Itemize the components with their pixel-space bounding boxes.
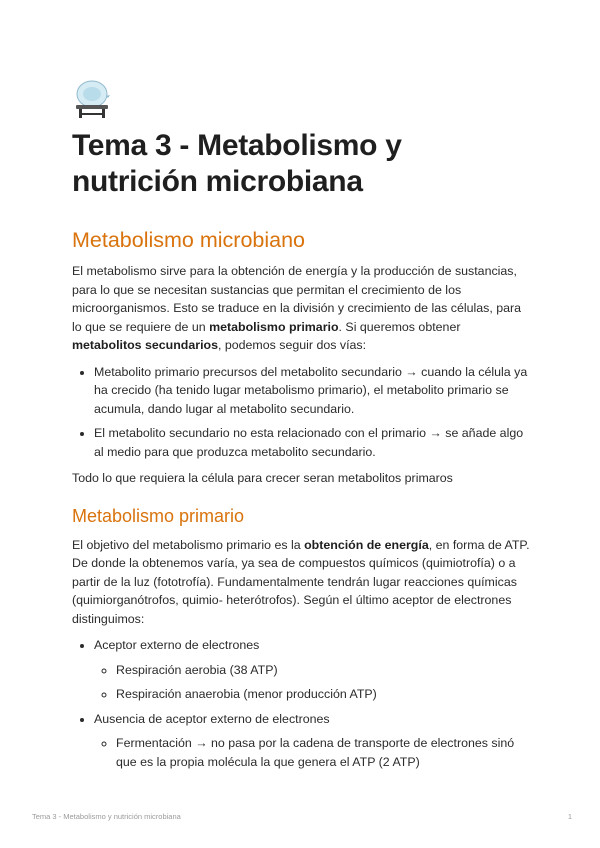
text-run: . Si queremos obtener	[338, 319, 461, 334]
section2-bullet-list	[72, 636, 532, 771]
sub-list-item: ◦ Respiración anaerobia (menor producción ATP)	[116, 685, 532, 704]
page-title: Tema 3 - Metabolismo y nutrición microbiana	[72, 129, 402, 198]
section-heading-metabolismo-primario: Metabolismo primario	[72, 505, 245, 526]
page-number: 1	[567, 812, 572, 821]
list-item: • Metabolito primario precursos del metabolito secundario → cuando la célula ya ha crecido (ha tenido lugar metabolismo primario), el metabolito primario se acumula, dando lugar al metabolito secundario.	[94, 363, 532, 419]
bold-term: metabolismo primario	[209, 319, 339, 334]
section1-bullet-list	[72, 363, 532, 462]
list-item-label: Ausencia de aceptor externo de electrones	[94, 711, 330, 726]
sub-list-item: ◦ Respiración aerobia (38 ATP)	[116, 661, 532, 680]
sub-list	[94, 661, 532, 704]
section-heading-metabolismo-microbiano: Metabolismo microbiano	[72, 228, 306, 252]
section1-closing: Todo lo que requiera la célula para crecer seran metabolitos primaros	[72, 471, 453, 485]
page-content	[72, 76, 532, 779]
text-run: , en forma de ATP. De donde la obtenemos varía, ya sea de compuestos químicos (quimiotrofía) o a partir de la luz (fototrofía). Fundamentalmente tendrán lugar reacciones químicas (quimiorganótrofos, quimio- heterótrofos). Según el último aceptor de electrones distinguimos:	[72, 537, 530, 626]
section2-intro	[72, 536, 532, 629]
list-item	[94, 636, 532, 704]
text-run: , podemos seguir dos vías:	[217, 338, 367, 352]
sub-list-item: ◦ Fermentación → no pasa por la cadena de transporte de electrones sinó que es la propia molécula la que genera el ATP (2 ATP)	[116, 734, 532, 771]
page-footer	[32, 812, 572, 821]
section1-intro	[72, 262, 532, 355]
footer-title: Tema 3 - Metabolismo y nutrición microbiana	[32, 812, 181, 821]
list-item-label: Aceptor externo de electrones	[94, 638, 260, 652]
bold-term: metabolitos secundarios	[72, 338, 218, 352]
bold-term: obtención de energía	[304, 537, 429, 552]
list-item: • El metabolito secundario no esta relacionado con el primario → se añade algo al medio para que produzca metabolito secundario.	[94, 424, 532, 461]
text-run: El objetivo del metabolismo primario es la	[72, 537, 305, 552]
list-item	[94, 710, 532, 772]
microscope-icon	[72, 76, 112, 120]
sub-list	[94, 734, 532, 771]
text-run: El metabolismo sirve para la obtención de energía y la producción de sustancias, para lo que se necesitan sustancias que permitan el crecimiento de los microorganismos. Esto se traduce en la división y crecimiento de las células, para lo que se requiere de un	[72, 264, 522, 334]
